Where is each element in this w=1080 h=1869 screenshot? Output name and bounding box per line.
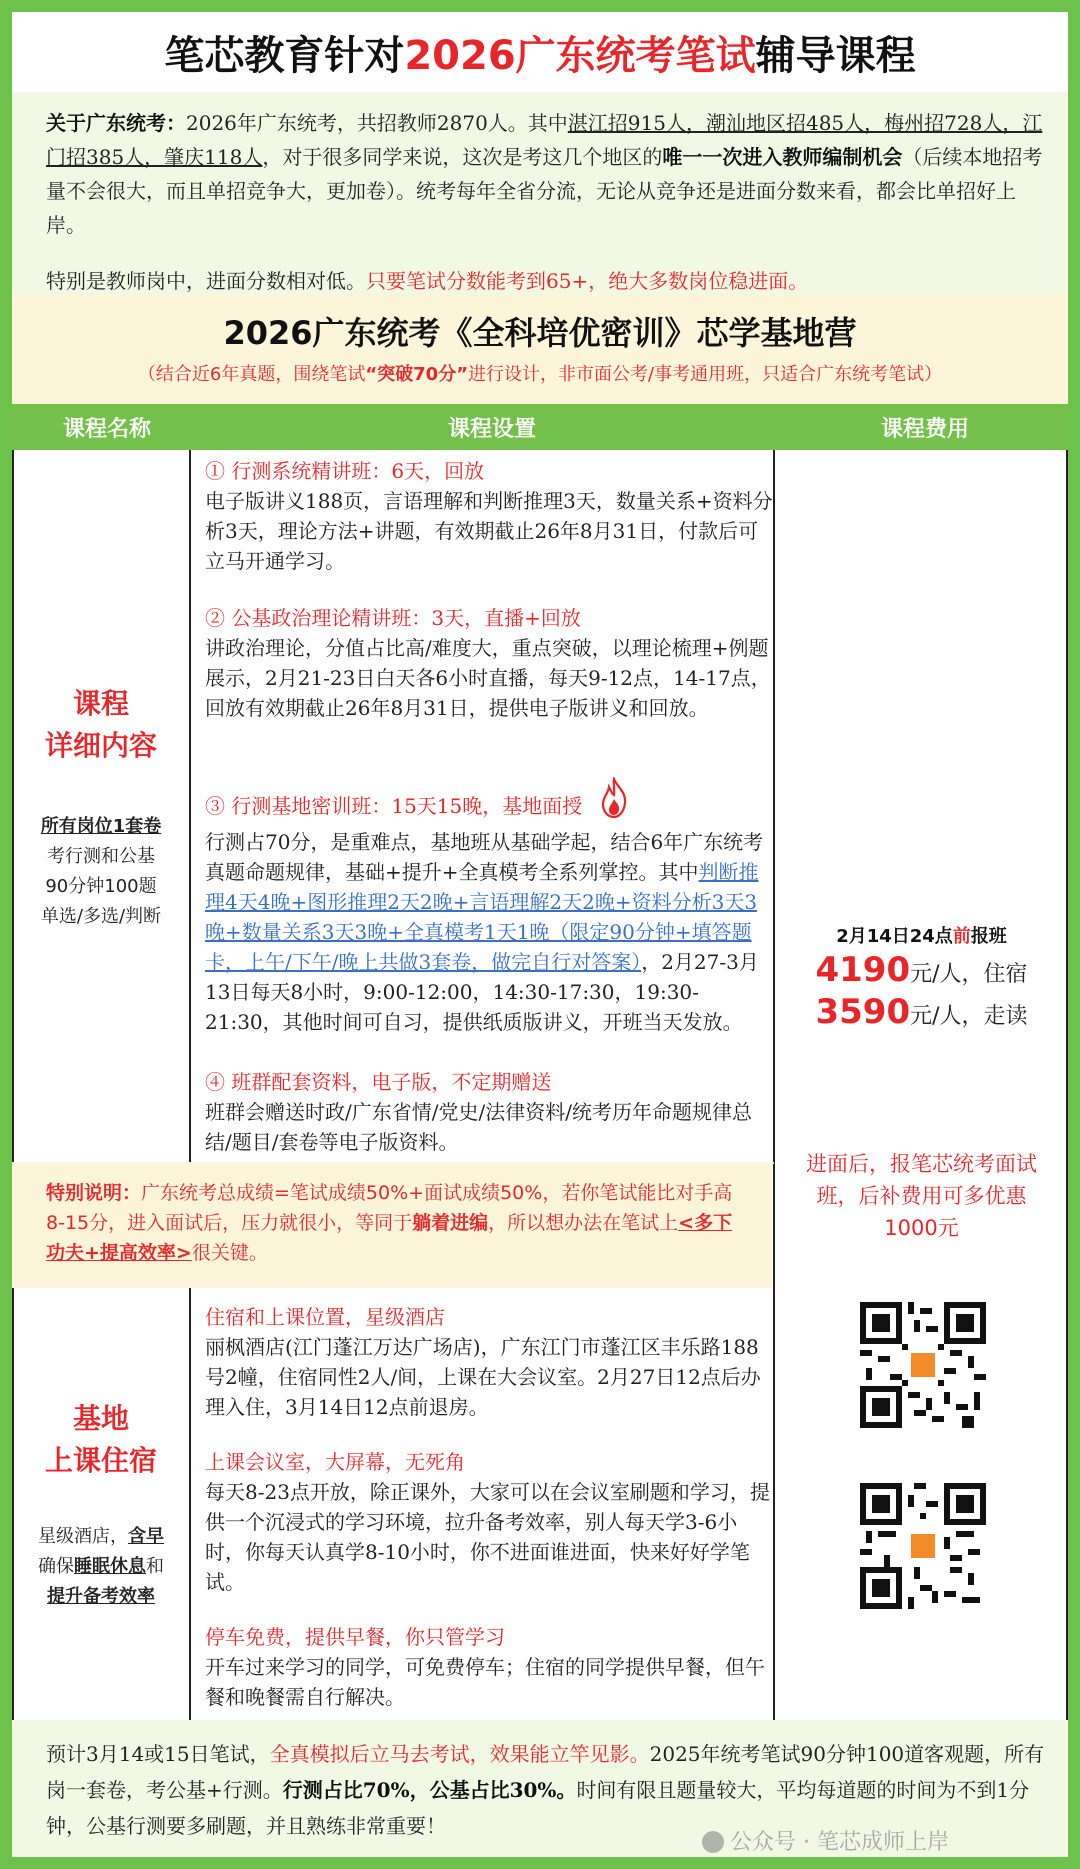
header-course-name: 课程名称 bbox=[62, 416, 151, 442]
course3-body2: ，2月27-3月13日每天8小时，9:00-12:00，14:30-17:30，19:30-21:30，其他时间可自习，提供纸质版讲义，开班当天发放。 bbox=[205, 950, 759, 1034]
course3-heading-text: ③ 行测基地密训班：15天15晚，基地面授 bbox=[205, 794, 583, 818]
section2-note-l2b: 睡眠休息 bbox=[74, 1556, 146, 1577]
about-t5: （后续本地招考量不会很大，而且单招竞争大，更加卷）。统考每年全省分流，无论从竞争还是进面分数来看，都会比单招好上岸。 bbox=[46, 145, 1043, 237]
footer-t3: 2025年统考笔试90分钟100道客观题，所有岗一套卷，考公基+行测。 bbox=[46, 1742, 1045, 1802]
title-part3: 辅导课程 bbox=[755, 32, 916, 79]
course3-heading bbox=[205, 777, 775, 827]
course1-body: 电子版讲义188页，言语理解和判断推理3天，数量关系+资料分析3天，理论方法+讲题，有效期截止26年8月31日，付款后可立马开通学习。 bbox=[205, 489, 773, 573]
footer-t2: 全真模拟后立马去考试，效果能立竿见影。 bbox=[269, 1742, 650, 1766]
enroll-post: 报班 bbox=[970, 926, 1007, 947]
about-t6: 特别是教师岗中，进面分数相对低。 bbox=[46, 269, 366, 293]
course3-block bbox=[205, 777, 775, 1037]
special-note bbox=[12, 1162, 772, 1288]
section-course-detail-title bbox=[14, 683, 188, 767]
camp-sub2: “突破70分” bbox=[365, 364, 469, 385]
course2-heading: ② 公基政治理论精讲班：3天，直播+回放 bbox=[205, 606, 581, 630]
about-section bbox=[12, 92, 1068, 294]
table-header bbox=[12, 404, 1068, 450]
lodging3-body: 开车过来学习的同学，可免费停车；住宿的同学提供早餐，但午餐和晚餐需自行解决。 bbox=[205, 1655, 765, 1709]
section1-note-line1: 所有岗位1套卷 bbox=[40, 816, 162, 837]
section2-note-l1a: 星级酒店， bbox=[38, 1526, 128, 1547]
section2-note-l2a: 确保 bbox=[38, 1556, 74, 1577]
section2-title-line2: 上课住宿 bbox=[44, 1444, 157, 1477]
table-border-right bbox=[1066, 450, 1068, 1720]
lodging1-body: 丽枫酒店(江门蓬江万达广场店)，广东江门市蓬江区丰乐路188号2幢，住宿同性2人/间，上课在大会议室。2月27日12点后办理入住，3月14日12点前退房。 bbox=[205, 1335, 761, 1419]
camp-title: 2026广东统考《全科培优密训》芯学基地营 bbox=[223, 314, 857, 352]
course3-schedule-link: 判断推理4天4晚+图形推理2天2晚+言语理解2天2晚+资料分析3天3晚+数量关系3天3晚+全真模考1天1晚（限定90分钟+填答题卡，上午/下午/晚上共做3套卷，做完自行对答案） bbox=[205, 860, 759, 974]
camp-sub3: 进行设计，非市面公考/事考通用班，只适合广东统考笔试） bbox=[468, 364, 943, 385]
qr-code-icon[interactable] bbox=[860, 1302, 986, 1428]
price-commute-unit: 元/人，走读 bbox=[910, 1004, 1028, 1029]
table-divider-1 bbox=[189, 450, 191, 1162]
fire-icon bbox=[599, 777, 629, 827]
header-course-fee: 课程费用 bbox=[880, 416, 969, 442]
price-block bbox=[775, 922, 1068, 1032]
special-t1: 广东统考总成绩=笔试成绩50%+面试成绩50%，若你笔试能比对手高8-15分，进入面试后，压力就很小，等同于 bbox=[46, 1182, 733, 1234]
price-commute bbox=[775, 992, 1068, 1032]
footer-t4: 行测占比70%，公基占比30%。 bbox=[282, 1778, 577, 1802]
camp-banner bbox=[12, 294, 1068, 404]
section1-note-line4: 单选/多选/判断 bbox=[40, 906, 162, 927]
lodging2-block bbox=[205, 1447, 775, 1597]
course4-block bbox=[205, 1067, 775, 1157]
course2-block bbox=[205, 603, 775, 723]
section2-note-line3: 提升备考效率 bbox=[47, 1586, 155, 1607]
course4-body: 班群会赠送时政/广东省情/党史/法律资料/统考历年命题规律总结/题目/套卷等电子版资料。 bbox=[205, 1100, 752, 1154]
course3-body1: 行测占70分，是重难点，基地班从基础学起，结合6年广东统考真题命题规律，基础+提升+全真模考全系列掌控。其中 bbox=[205, 830, 764, 884]
enroll-pre: 2月14日24点 bbox=[836, 926, 953, 947]
course2-body: 讲政治理论，分值占比高/难度大，重点突破，以理论梳理+例题展示，2月21-23日白天各6小时直播，每天9-12点，14-17点，回放有效期截止26年8月31日，提供电子版讲义和回放。 bbox=[205, 636, 771, 720]
price-commute-amount: 3590 bbox=[815, 992, 911, 1032]
section1-title-line1: 课程 bbox=[72, 687, 129, 720]
section-lodging-title bbox=[14, 1398, 188, 1482]
price-boarding-unit: 元/人，住宿 bbox=[910, 962, 1028, 987]
course4-heading: ④ 班群配套资料，电子版，不定期赠送 bbox=[205, 1070, 552, 1094]
course3-body bbox=[205, 827, 775, 1037]
footer-t1: 预计3月14或15日笔试， bbox=[46, 1742, 270, 1766]
camp-sub1: （结合近6年真题，围绕笔试 bbox=[137, 364, 366, 385]
lodging1-block bbox=[205, 1302, 775, 1422]
section1-note-line3: 90分钟100题 bbox=[45, 876, 157, 897]
interview-discount-text: 进面后，报笔芯统考面试班，后补费用可多优惠1000元 bbox=[806, 1152, 1037, 1240]
watermark bbox=[702, 1825, 949, 1856]
section2-title-line1: 基地 bbox=[72, 1402, 129, 1435]
section2-note-l2c: 和 bbox=[146, 1556, 164, 1577]
about-t7: 只要笔试分数能考到65+，绝大多数岗位稳进面。 bbox=[366, 269, 809, 293]
title-part2: 2026广东统考笔试 bbox=[404, 32, 756, 79]
section1-note-line2: 考行测和公基 bbox=[47, 846, 155, 867]
lodging3-heading: 停车免费，提供早餐，你只管学习 bbox=[205, 1625, 505, 1649]
title-part1: 笔芯教育针对 bbox=[164, 32, 405, 79]
enroll-red: 前 bbox=[952, 926, 971, 947]
qr-code-icon[interactable] bbox=[860, 1483, 986, 1609]
section2-note-line2 bbox=[14, 1552, 188, 1582]
course1-block bbox=[205, 456, 775, 576]
section1-title-line2: 详细内容 bbox=[44, 729, 157, 762]
about-t4: 唯一一次进入教师编制机会 bbox=[662, 145, 903, 169]
camp-subtitle bbox=[12, 360, 1068, 386]
lodging2-heading: 上课会议室，大屏幕，无死角 bbox=[205, 1450, 465, 1474]
about-paragraph-2 bbox=[46, 264, 1046, 298]
wechat-icon bbox=[702, 1831, 724, 1853]
special-t2: 躺着进编 bbox=[412, 1212, 489, 1234]
course1-heading: ① 行测系统精讲班：6天，回放 bbox=[205, 459, 485, 483]
section2-note bbox=[14, 1522, 188, 1612]
about-t3: ，对于很多同学来说，这次是考这几个地区的 bbox=[262, 145, 663, 169]
interview-discount bbox=[775, 1148, 1068, 1244]
table-divider-1b bbox=[189, 1288, 191, 1720]
special-t4: <多下功夫+提高效率> bbox=[46, 1212, 733, 1264]
header-course-setting: 课程设置 bbox=[447, 416, 536, 442]
section1-note bbox=[14, 812, 188, 932]
special-t5: 很关键。 bbox=[191, 1242, 268, 1264]
lodging3-block bbox=[205, 1622, 775, 1712]
lodging2-body: 每天8-23点开放，除正课外，大家可以在会议室刷题和学习，提供一个沉浸式的学习环境，拉升备考效率，别人每天学3-6小时，你每天认真学8-10小时，你不进面谁进面，快来好好学笔试。 bbox=[205, 1480, 770, 1594]
price-boarding bbox=[775, 950, 1068, 990]
special-t3: ，所以想办法在笔试上 bbox=[488, 1212, 679, 1234]
page-title bbox=[12, 12, 1068, 92]
lodging1-heading: 住宿和上课位置，星级酒店 bbox=[205, 1305, 445, 1329]
about-t1: 2026年广东统考，共招教师2870人。其中 bbox=[186, 111, 568, 135]
about-paragraph bbox=[46, 106, 1046, 242]
enroll-deadline bbox=[775, 922, 1068, 948]
about-t2: 湛江招915人，潮汕地区招485人，梅州招728人，江门招385人，肇庆118人 bbox=[46, 111, 1043, 169]
price-boarding-amount: 4190 bbox=[815, 950, 911, 990]
section2-note-l1b: 含早 bbox=[128, 1526, 164, 1547]
watermark-text: 公众号 · 笔芯成师上岸 bbox=[730, 1830, 949, 1855]
special-label: 特别说明： bbox=[46, 1182, 142, 1204]
section2-note-line1 bbox=[14, 1522, 188, 1552]
footer-t5: 时间有限且题量较大，平均每道题的时间为不到1分钟，公基行测要多刷题，并且熟练非常重要！ bbox=[46, 1778, 1030, 1838]
about-label: 关于广东统考： bbox=[46, 111, 186, 135]
